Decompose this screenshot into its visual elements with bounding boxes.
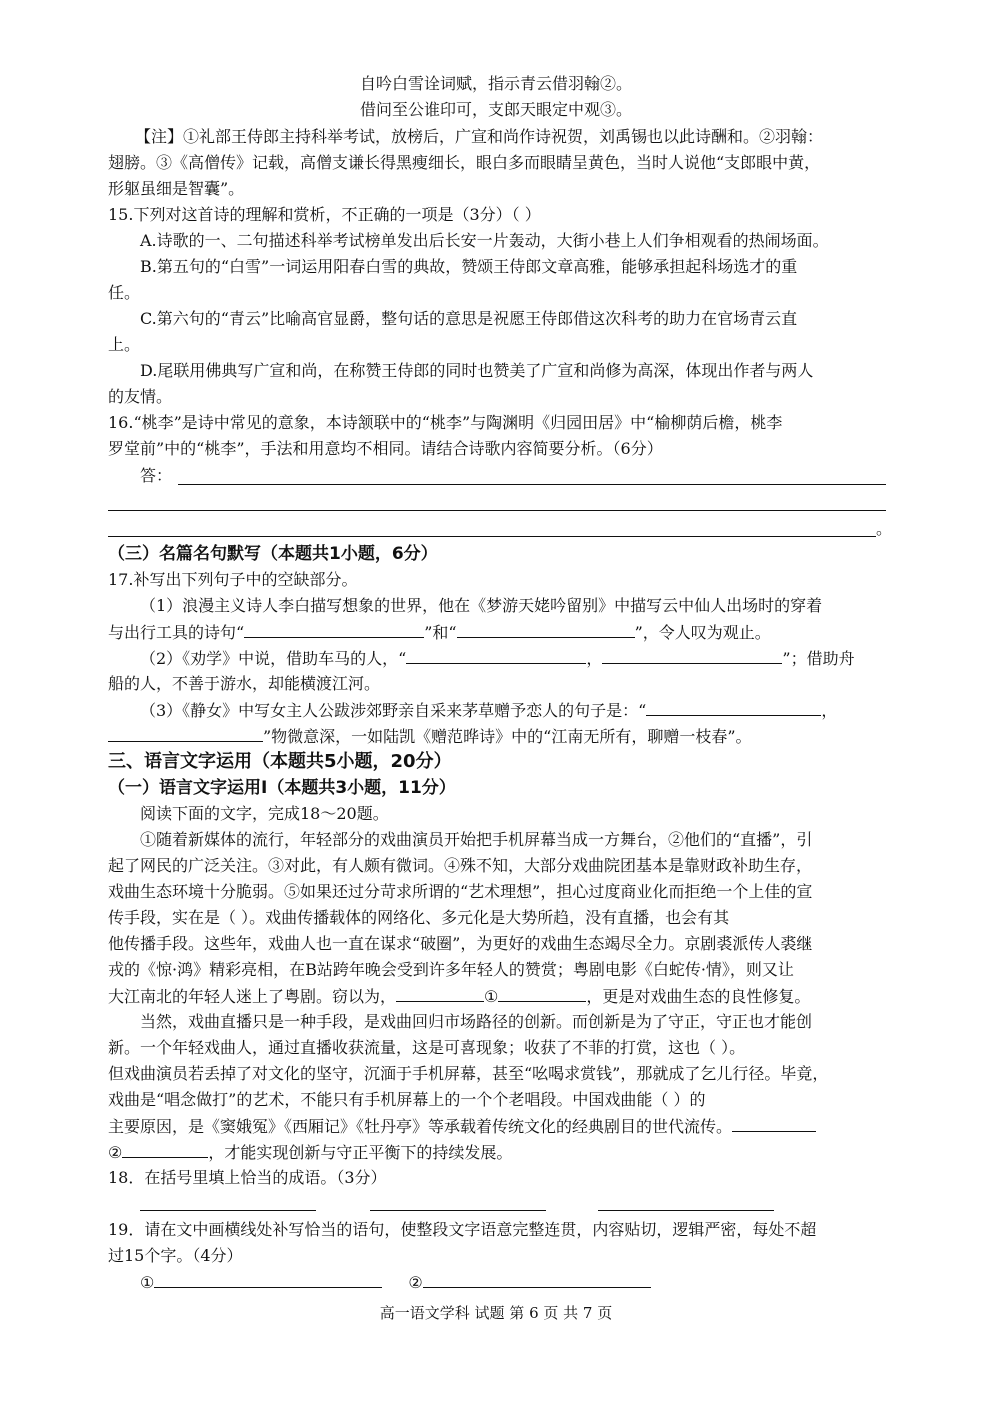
passage-line: 新。一个年轻戏曲人，通过直播收获流量，这是可喜现象；收获了不菲的打赏，这也（ ）。: [108, 1038, 746, 1057]
passage-line: 他传播手段。这些年，戏曲人也一直在谋求“破圈”，为更好的戏曲生态竭尽全力。京剧裘派传人裘继: [108, 934, 813, 953]
answer-line[interactable]: [178, 484, 886, 485]
passage-line: 戎的《惊·鸿》精彩亮相，在B站跨年晚会受到许多年轻人的赞赏；粤剧电影《白蛇传·情》，则又让: [108, 960, 794, 979]
passage-line: 传手段，实在是（ ）。戏曲传播载体的网络化、多元化是大势所趋，没有直播，也会有其: [108, 908, 730, 927]
q19-answers: [140, 1271, 651, 1294]
text: ”；借助舟: [782, 649, 855, 668]
fill-blank[interactable]: [732, 1115, 816, 1132]
text: ”，令人叹为观止。: [634, 623, 771, 642]
option-d: D.尾联用佛典写广宣和尚，在称赞王侍郎的同时也赞美了广宣和尚修为高深，体现出作者与两人: [140, 361, 814, 380]
answer-label: 答：: [140, 466, 173, 485]
fill-blank[interactable]: [154, 1271, 382, 1288]
question-19-stem-cont: 过15个字。（4分）: [108, 1246, 243, 1265]
answer-end-mark: 。: [876, 519, 893, 538]
fill-blank[interactable]: [646, 699, 821, 716]
fill-blank[interactable]: [498, 985, 586, 1002]
question-15-stem: 15.下列对这首诗的理解和赏析，不正确的一项是（3分）（ ）: [108, 205, 541, 224]
question-17-stem: 17.补写出下列句子中的空缺部分。: [108, 570, 358, 589]
option-c-cont: 上。: [108, 335, 141, 354]
answer-line[interactable]: [140, 1210, 316, 1211]
note-line: 形躯虽细是智囊”。: [108, 179, 245, 198]
poem-line: 借问至公谁印可，支郎天眼定中观③。: [359, 100, 632, 119]
option-b-cont: 任。: [108, 283, 141, 302]
answer-line[interactable]: [108, 510, 886, 511]
blank-marker: ①: [484, 987, 499, 1006]
fill-blank[interactable]: [406, 647, 586, 664]
text: ，: [586, 649, 603, 668]
passage-line: 戏曲生态环境十分脆弱。⑤如果还过分苛求所谓的“艺术理想”，担心过度商业化而拒绝一个上佳的宣: [108, 882, 813, 901]
reading-instruction: 阅读下面的文字，完成18～20题。: [140, 804, 389, 823]
blank-marker: ②: [408, 1273, 423, 1292]
passage-line: 起了网民的广泛关注。③对此，有人颇有微词。④殊不知，大部分戏曲院团基本是靠财政补助生存，: [108, 856, 813, 875]
section-subtitle: （一）语言文字运用Ⅰ（本题共3小题，11分）: [108, 778, 456, 798]
option-a: A.诗歌的一、二句描述科举考试榜单发出后长安一片轰动，大街小巷上人们争相观看的热闹场面。: [140, 231, 829, 250]
q17-item-2: [140, 647, 855, 670]
option-b: B.第五句的“白雪”一词运用阳春白雪的典故，赞颂王侍郎文章高雅，能够承担起科场选才的重: [140, 257, 798, 276]
fill-blank[interactable]: [396, 985, 484, 1002]
question-16-stem-cont: 罗堂前”中的“桃李”，手法和用意均不相同。请结合诗歌内容简要分析。（6分）: [108, 439, 663, 458]
text: （2）《劝学》中说，借助车马的人，“: [140, 649, 407, 668]
q17-item-3: [140, 699, 837, 722]
fill-blank[interactable]: [108, 725, 263, 742]
answer-line[interactable]: [108, 536, 876, 537]
text: ”物微意深，一如陆凯《赠范晔诗》中的“江南无所有，聊赠一枝春”。: [263, 727, 752, 746]
text: （3）《静女》中写女主人公跋涉郊野亲自采来茅草赠予恋人的句子是：“: [140, 701, 647, 720]
passage-line: ①随着新媒体的流行，年轻部分的戏曲演员开始把手机屏幕当成一方舞台，②他们的“直播”，引: [140, 830, 813, 849]
fill-blank[interactable]: [122, 1141, 208, 1158]
page-footer: 高一语文学科 试题 第 6 页 共 7 页: [379, 1304, 613, 1322]
fill-blank[interactable]: [244, 621, 424, 638]
question-18-stem: 18．在括号里填上恰当的成语。（3分）: [108, 1168, 387, 1187]
text: ，更是对戏曲生态的良性修复。: [586, 987, 811, 1006]
text: 大江南北的年轻人迷上了粤剧。窃以为，: [108, 987, 397, 1006]
passage-line: 但戏曲演员若丢掉了对文化的坚守，沉湎于手机屏幕，甚至“吆喝求赏钱”，那就成了乞儿行径。毕竟，: [108, 1064, 829, 1083]
q17-item-1-cont: [108, 621, 771, 644]
part-title: 三、语言文字运用（本题共5小题，20分）: [108, 751, 452, 772]
note-line: 【注】①礼部王侍郎主持科举考试，放榜后，广宣和尚作诗祝贺，刘禹锡也以此诗酬和。②羽翰：: [135, 127, 824, 146]
fill-blank[interactable]: [602, 647, 782, 664]
option-d-cont: 的友情。: [108, 387, 173, 406]
section-title-3: （三）名篇名句默写（本题共1小题，6分）: [108, 544, 438, 564]
text: ，: [821, 701, 838, 720]
option-c: C.第六句的“青云”比喻高官显爵，整句话的意思是祝愿王侍郎借这次科考的助力在官场青云直: [140, 309, 798, 328]
q17-item-3-cont: [108, 725, 752, 748]
passage-line: [108, 985, 810, 1008]
passage-line: 戏曲是“唱念做打”的艺术，不能只有手机屏幕上的一个个老唱段。中国戏曲能（ ）的: [108, 1090, 706, 1109]
q17-item-1: （1）浪漫主义诗人李白描写想象的世界，他在《梦游天姥吟留别》中描写云中仙人出场时的穿着: [140, 596, 823, 615]
question-19-stem: 19．请在文中画横线处补写恰当的语句，使整段文字语意完整连贯，内容贴切，逻辑严密，每处不超: [108, 1220, 817, 1239]
text: 主要原因，是《窦娥冤》《西厢记》《牡丹亭》等承载着传统文化的经典剧目的世代流传。: [108, 1117, 733, 1136]
q17-item-2-cont: 船的人，不善于游水，却能横渡江河。: [108, 674, 381, 693]
text: 与出行工具的诗句“: [108, 623, 245, 642]
question-16-stem: 16.“桃李”是诗中常见的意象，本诗颔联中的“桃李”与陶渊明《归园田居》中“榆柳荫后檐，桃李: [108, 413, 783, 432]
text: ”和“: [424, 623, 457, 642]
passage-line: [108, 1141, 512, 1164]
answer-line[interactable]: [598, 1210, 774, 1211]
answer-line[interactable]: [370, 1210, 546, 1211]
fill-blank[interactable]: [423, 1271, 651, 1288]
fill-blank[interactable]: [457, 621, 635, 638]
poem-line: 自吟白雪诠词赋，指示青云借羽翰②。: [359, 74, 632, 93]
text: ，才能实现创新与守正平衡下的持续发展。: [208, 1143, 513, 1162]
passage-line: [108, 1115, 816, 1138]
blank-marker: ①: [140, 1273, 155, 1292]
passage-line: 当然，戏曲直播只是一种手段，是戏曲回归市场路径的创新。而创新是为了守正，守正也才能创: [140, 1012, 813, 1031]
note-line: 翅膀。③《高僧传》记载，高僧支谦长得黑瘦细长，眼白多而眼睛呈黄色，当时人说他“支郎眼中黄，: [108, 153, 821, 172]
blank-marker: ②: [108, 1143, 123, 1162]
